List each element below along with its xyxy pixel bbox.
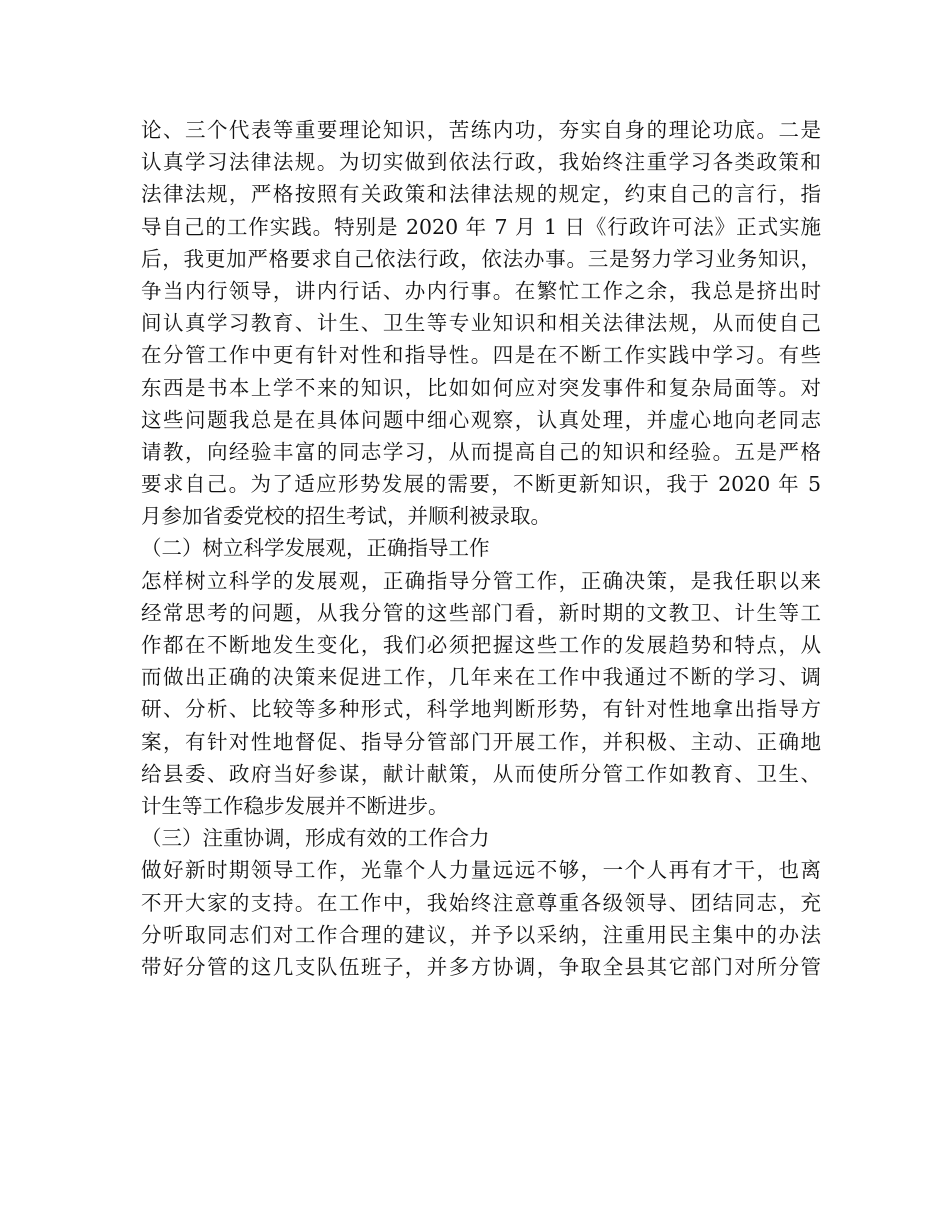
text-line: 案，有针对性地督促、指导分管部门开展工作，并积极、主动、正确地 (141, 729, 821, 754)
section-heading: （三）注重协调，形成有效的工作合力 (141, 826, 490, 851)
text-line: 东西是书本上学不来的知识，比如如何应对突发事件和复杂局面等。对 (141, 375, 821, 400)
text-line: 不开大家的支持。在工作中，我始终注意尊重各级领导、团结同志，充 (141, 890, 821, 915)
text-line: 导自己的工作实践。特别是 2020 年 7 月 1 日《行政许可法》正式实施 (141, 214, 821, 239)
text-line: 后，我更加严格要求自己依法行政，依法办事。三是努力学习业务知识， (141, 246, 821, 271)
text-line: 请教，向经验丰富的同志学习，从而提高自己的知识和经验。五是严格 (141, 439, 821, 464)
text-line: 怎样树立科学的发展观，正确指导分管工作，正确决策，是我任职以来 (141, 568, 821, 593)
text-line: 法律法规，严格按照有关政策和法律法规的规定，约束自己的言行，指 (141, 182, 821, 207)
text-line: 分听取同志们对工作合理的建议，并予以采纳，注重用民主集中的办法 (141, 922, 821, 947)
text-line: 计生等工作稳步发展并不断进步。 (141, 793, 449, 818)
text-line: 研、分析、比较等多种形式，科学地判断形势，有针对性地拿出指导方 (141, 697, 821, 722)
text-line: 而做出正确的决策来促进工作，几年来在工作中我通过不断的学习、调 (141, 665, 821, 690)
text-line: 给县委、政府当好参谋，献计献策，从而使所分管工作如教育、卫生、 (141, 761, 821, 786)
text-line: 这些问题我总是在具体问题中细心观察，认真处理，并虚心地向老同志 (141, 407, 821, 432)
text-line: 经常思考的问题，从我分管的这些部门看，新时期的文教卫、计生等工 (141, 600, 821, 625)
body-text (141, 114, 821, 983)
section-heading: （二）树立科学发展观，正确指导工作 (141, 536, 490, 561)
text-line: 要求自己。为了适应形势发展的需要，不断更新知识，我于 2020 年 5 (141, 472, 821, 497)
text-line: 在分管工作中更有针对性和指导性。四是在不断工作实践中学习。有些 (141, 343, 821, 368)
text-line: 做好新时期领导工作，光靠个人力量远远不够，一个人再有才干，也离 (141, 858, 821, 883)
text-line: 论、三个代表等重要理论知识，苦练内功，夯实自身的理论功底。二是 (141, 118, 821, 142)
text-line: 间认真学习教育、计生、卫生等专业知识和相关法律法规，从而使自己 (141, 311, 821, 336)
text-line: 争当内行领导，讲内行话、办内行事。在繁忙工作之余，我总是挤出时 (141, 278, 821, 303)
text-line: 月参加省委党校的招生考试，并顺利被录取。 (141, 504, 551, 529)
text-line: 认真学习法律法规。为切实做到依法行政，我始终注重学习各类政策和 (141, 150, 821, 175)
text-line: 带好分管的这几支队伍班子，并多方协调，争取全县其它部门对所分管 (141, 954, 821, 979)
text-line: 作都在不断地发生变化，我们必须把握这些工作的发展趋势和特点，从 (141, 633, 821, 657)
